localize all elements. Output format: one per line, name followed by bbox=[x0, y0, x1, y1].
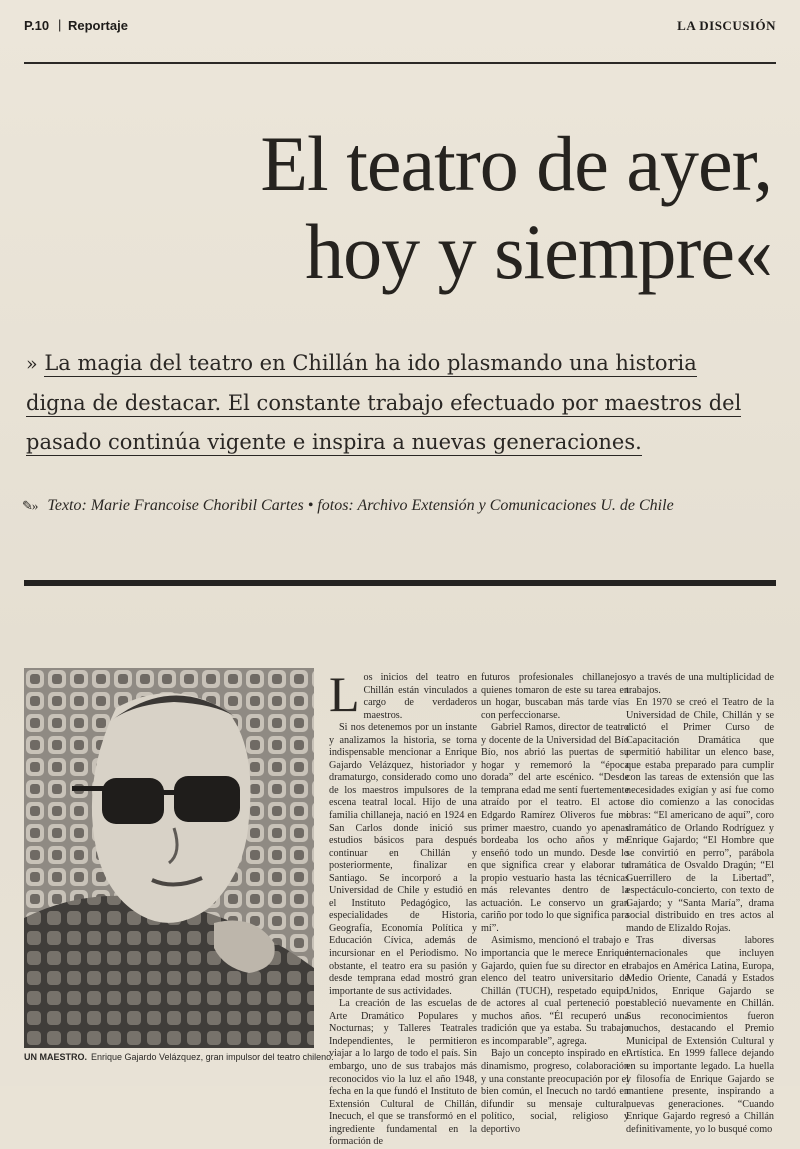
paragraph: Si nos detenemos por un instante y analizamos la historia, se torna indispensable mencionar a Enrique Gajardo Velázquez, historiador y dramaturgo, considerado como uno de los maestros impulsores de la escena teatral local. Hijo de una familia chillaneja, nació en 1924 en San Carlos donde inició sus estudios básicos para después continuar en Chillán y posteriormente, finalizar en Santiago. Se incorporó a la Universidad de Chile y estudió en el Instituto Pedagógico, las especialidades de Historia, Geografía, Economía Política y Educación Cívica, además de incursionar en el Periodismo. No obstante, el teatro era su pasión y desde temprana edad mostró gran importante de sus actividades. bbox=[329, 722, 477, 997]
caption-text: Enrique Gajardo Velázquez, gran impulsor del teatro chileno. bbox=[91, 1052, 334, 1062]
caption-label: UN MAESTRO. bbox=[24, 1052, 87, 1062]
paragraph: futuros profesionales chillanejos, quienes tomaron de este su tarea en un hogar, buscaban más tarde vías con perfeccionarse. bbox=[481, 672, 629, 721]
paragraph: Bajo un concepto inspirado en el dinamismo, progreso, colaboración y una constante preocupación por el bien común, el Inecuch no tardó en difundir su mensaje cultural, político, social, religioso y deportivo bbox=[481, 1048, 629, 1135]
page-number: P.10 bbox=[24, 18, 50, 33]
header-rule bbox=[24, 62, 776, 64]
body-column-1 bbox=[329, 666, 477, 1148]
paragraph: La creación de las escuelas de Arte Dramático Populares y Nocturnas; y Talleres Teatrales Independientes, le permitieron viajar a lo largo de todo el país. Sin embargo, uno de sus trabajos más reconocidos vio la luz el año 1948, fecha en la que fundó el Instituto de Extensión Cultural de Chillán, Inecuch, el que se transformó en el ingrediente fundamental en la formación de bbox=[329, 998, 477, 1148]
photo-caption bbox=[24, 1052, 334, 1062]
paragraph: Asimismo, mencionó el trabajo e importancia que le merece Enrique Gajardo, quien fue su director en el elenco del teatro universitario de Chillán (TUCH), respetado equipo de actores al cual perteneció por muchos años. “Él recuperó una tradición que ya estaba. Su trabajo es incomparable”, agrega. bbox=[481, 935, 629, 1047]
deck-line-3: pasado continúa vigente e inspira a nuevas generaciones. bbox=[26, 430, 642, 454]
page-header bbox=[24, 18, 776, 38]
portrait-illustration bbox=[24, 668, 314, 1048]
body-column-2 bbox=[481, 672, 629, 1135]
article-deck bbox=[26, 344, 778, 462]
deck-line-2: digna de destacar. El constante trabajo efectuado por maestros del bbox=[26, 391, 742, 415]
newspaper-name: LA DISCUSIÓN bbox=[677, 18, 776, 33]
paragraph: En 1970 se creó el Teatro de la Universidad de Chile, Chillán y se dictó el Primer Curso de Capacitación Dramática que permitió habilitar un elenco base, que estaba preparado para cumplir con las tareas de extensión que las necesidades exigían y así fue como se dio comienzo a las conocidas obras: “El americano de aquí”, coro dramático de Orlando Rodríguez y Enrique Gajardo; “El Hombre que se convirtió en perro”, parábola dramática de Osvaldo Dragún; “El Guerrillero de la Libertad”, espectáculo-concierto, con texto de Gajardo; y “Santa María”, drama social distribuido en tres actos al mando de Elizaldo Rojas. bbox=[626, 697, 774, 934]
section-name: Reportaje bbox=[68, 18, 128, 33]
article-headline bbox=[60, 120, 772, 296]
deck-line-1: La magia del teatro en Chillán ha ido plasmando una historia bbox=[44, 351, 697, 375]
article-byline bbox=[22, 497, 782, 515]
header-separator: | bbox=[58, 17, 62, 32]
section-divider bbox=[24, 580, 776, 586]
headline-line-2: hoy y siempre« bbox=[305, 208, 772, 295]
paragraph: os inicios del teatro en Chillán están vinculados a cargo de verdaderos maestros. bbox=[363, 672, 477, 721]
pen-icon: ✎» bbox=[22, 498, 38, 513]
paragraph: Gabriel Ramos, director de teatro y docente de la Universidad del Bío Bío, nos abrió las puertas de su hogar y rememoró la “época dorada” del arte escénico. “Desde temprana edad me sentí fuertemente atraído por el teatro. El actor Edgardo Ramírez Oliveros fue mi primer maestro, cuando yo apenas bordeaba los ocho años y me enseñó todo un mundo. Desde lo que significa crear y elaborar tu propio vestuario hasta las técnicas más relevantes dentro de la actuación. Le conservo un gran cariño por todo lo que significa para mí”. bbox=[481, 722, 629, 934]
portrait-photo bbox=[24, 668, 314, 1048]
byline-text: Texto: Marie Francoise Choribil Cartes • fotos: Archivo Extensión y Comunicaciones U. de Chile bbox=[47, 497, 674, 514]
body-column-3 bbox=[626, 672, 774, 1135]
paragraph: vo a través de una multiplicidad de trabajos. bbox=[626, 672, 774, 696]
deck-marker: » bbox=[26, 353, 38, 375]
headline-line-1: El teatro de ayer, bbox=[260, 120, 772, 207]
drop-cap: L bbox=[329, 666, 360, 722]
paragraph: Tras diversas labores internacionales que incluyen trabajos en América Latina, Europa, Medio Oriente, Canadá y Estados Unidos, Enrique Gajardo se estableció nuevamente en Chillán. Sus reconocimientos fueron muchos, destacando el Premio Municipal de Extensión Cultural y Artística. En 1999 fallece dejando en su importante legado. La huella y filosofía de Enrique Gajardo se mantiene presente, inspirando a nuevas generaciones. “Cuando Enrique Gajardo regresó a Chillán definitivamente, yo lo busqué como bbox=[626, 935, 774, 1135]
